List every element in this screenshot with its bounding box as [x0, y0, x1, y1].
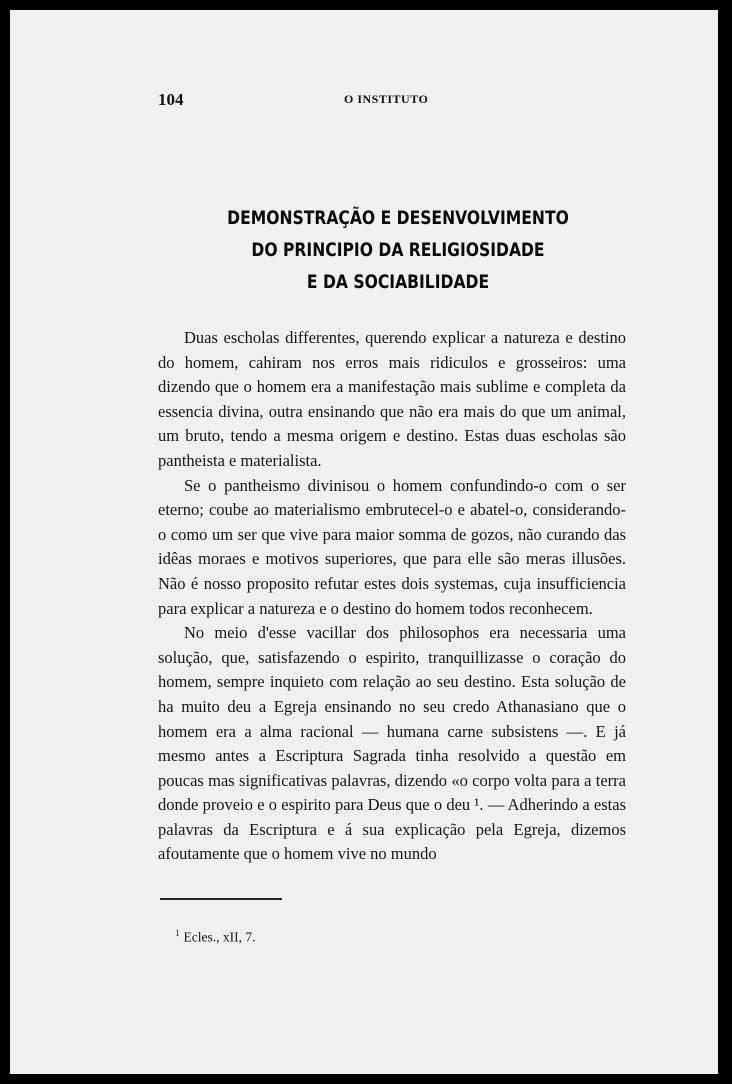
paragraph-1: Duas escholas differentes, querendo explicar a natureza e destino do homem, cahiram nos erros mais ridiculos e grosseiros: uma dizendo que o homem era a manifestação mais sublime e completa da essencia divina, outra ensinando que não era mais do que um animal, um bruto, tendo a mesma origem e destino. Estas duas escholas são pantheista e materialista. — [158, 328, 626, 470]
book-page — [10, 10, 718, 1074]
chapter-title — [201, 202, 595, 298]
title-line-2: DO PRINCIPIO DA RELIGIOSIDADE — [251, 239, 545, 261]
paragraph-2: Se o pantheismo divinisou o homem confundindo-o com o ser eterno; coube ao materialismo embrutecel-o e abatel-o, considerando-o como um ser que vive para maior somma de gozos, não curando das idêas moraes e motivos superiores, que para elle são meras illusões. Não é nosso proposito refutar estes dois systemas, cuja insufficiencia para explicar a natureza e o destino do homem todos reconhecem. — [158, 475, 626, 618]
footnote — [175, 928, 255, 946]
body-text — [158, 326, 626, 867]
footnote-text: Ecles., xII, 7. — [183, 929, 256, 945]
title-line-3: E DA SOCIABILIDADE — [306, 271, 490, 293]
running-head: O INSTITUTO — [344, 92, 429, 106]
title-line-1: DEMONSTRAÇÃO E DESENVOLVIMENTO — [227, 207, 569, 229]
footnote-marker: 1 — [175, 928, 180, 938]
paragraph-3: No meio d'esse vacillar dos philosophos era necessaria uma solução, que, satisfazendo o espirito, tranquillizasse o coração do homem, sempre inquieto com relação ao seu destino. Esta solução de ha muito deu a Egreja ensinando no seu credo Athanasiano que o homem era a alma racional — humana carne subsistens —. E já mesmo antes a Escriptura Sagrada tinha resolvido a questão em poucas mas significativas palavras, dizendo «o corpo volta para a terra donde proveio e o espirito para Deus que o deu ¹. — Adherindo a estas palavras da Escriptura e á sua explicação pela Egreja, dizemos afoutamente que o homem vive no mundo — [158, 623, 626, 864]
page-number: 104 — [158, 90, 184, 109]
footnote-divider — [160, 898, 282, 900]
